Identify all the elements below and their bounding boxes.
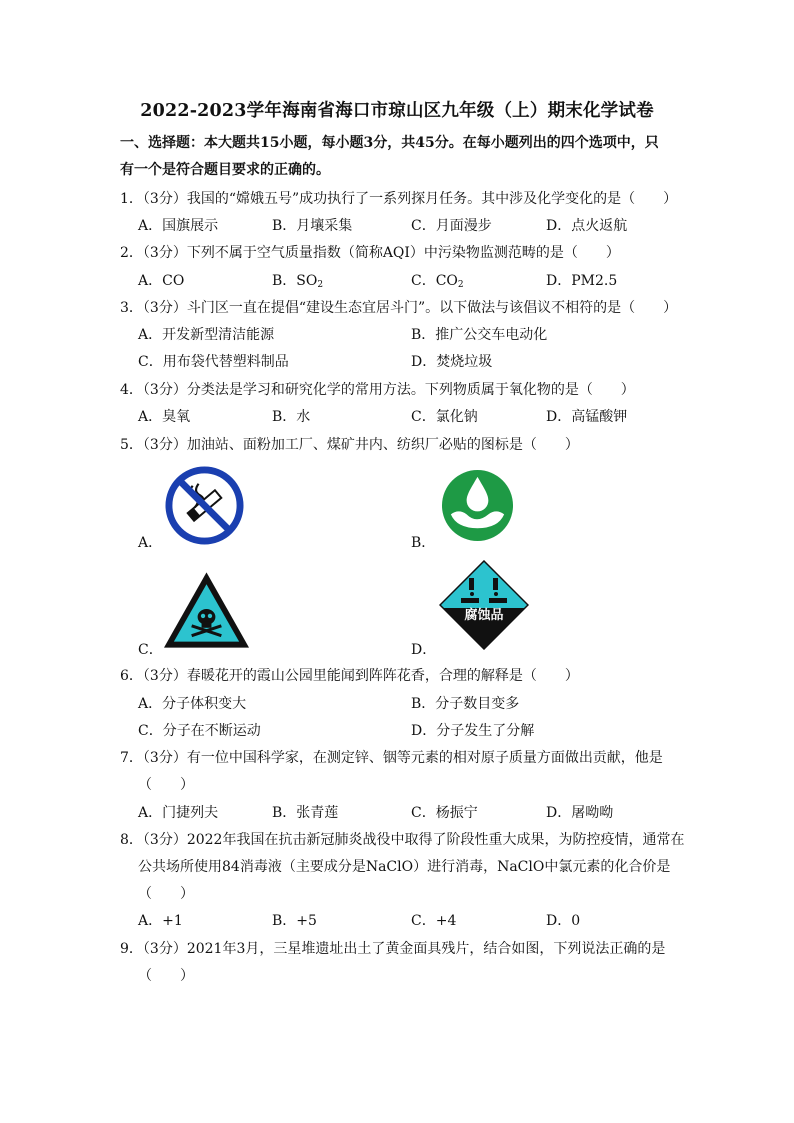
q2-option-a: A．CO (138, 273, 185, 289)
q4-option-b: B．水 (272, 409, 311, 425)
q2-option-b: B．$SO_2$ (272, 273, 324, 290)
q1-option-b: B．月壤采集 (272, 218, 353, 234)
question-4: 4．（3分）分类法是学习和研究化学的常用方法。下列物质属于氧化物的是（ ） (120, 382, 635, 398)
q5-option-a: A． (138, 535, 163, 551)
q9-paren: （ ） (138, 968, 194, 984)
q1-option-d: D．点火返航 (546, 218, 628, 234)
page-title: 2022-2023学年海南省海口市琼山区九年级（上）期末化学试卷 (140, 101, 654, 121)
section-heading-line2: 有一个是符合题目要求的正确的。 (120, 162, 330, 178)
q5-option-c: C． (138, 642, 163, 658)
q4-option-c: C．氯化钠 (411, 409, 478, 425)
question-2: 2．（3分）下列不属于空气质量指数（简称AQI）中污染物监测范畴的是（ ） (120, 245, 620, 261)
section-heading-line1: 一、选择题：本大题共15小题，每小题3分，共45分。在每小题列出的四个选项中，只 (120, 135, 659, 151)
q8-paren: （ ） (138, 886, 194, 902)
toxic-warning-icon (162, 570, 251, 650)
question-5: 5．（3分）加油站、面粉加工厂、煤矿井内、纺织厂必贴的图标是（ ） (120, 437, 579, 453)
q6-option-b: B．分子数目变多 (411, 696, 520, 712)
q5-option-d: D． (411, 642, 437, 658)
q8-option-c: C．+4 (411, 913, 457, 929)
corrosive-icon (439, 560, 529, 650)
q3-option-a: A．开发新型清洁能源 (138, 327, 275, 343)
q6-option-a: A．分子体积变大 (138, 696, 247, 712)
q8-option-b: B．+5 (272, 913, 317, 929)
q1-option-c: C．月面漫步 (411, 218, 492, 234)
q3-option-d: D．焚烧垃圾 (411, 354, 493, 370)
q8-option-a: A．+1 (138, 913, 183, 929)
q8-option-d: D．0 (546, 913, 581, 929)
q7-paren: （ ） (138, 777, 194, 793)
corrosive-label: 腐蚀品 (464, 608, 504, 623)
q4-option-d: D．高锰酸钾 (546, 409, 628, 425)
q3-option-c: C．用布袋代替塑料制品 (138, 354, 289, 370)
question-8-line2: 公共场所使用84消毒液（主要成分是NaClO）进行消毒，NaClO中氯元素的化合价是 (138, 859, 671, 875)
q3-option-b: B．推广公交车电动化 (411, 327, 548, 343)
q7-option-b: B．张青莲 (272, 805, 339, 821)
section-heading (120, 130, 680, 184)
q2-option-c: C．$CO_2$ (411, 273, 464, 290)
q6-option-d: D．分子发生了分解 (411, 723, 535, 739)
question-7: 7．（3分）有一位中国科学家，在测定锌、铟等元素的相对原子质量方面做出贡献，他是 (120, 750, 663, 766)
q7-option-d: D．屠呦呦 (546, 805, 614, 821)
question-8: 8．（3分）2022年我国在抗击新冠肺炎战役中取得了阶段性重大成果，为防控疫情，通常在 (120, 832, 685, 848)
question-3: 3．（3分）斗门区一直在提倡“建设生态宜居斗门”。以下做法与该倡议不相符的是（ ） (120, 300, 678, 316)
q2-option-d: D．PM2.5 (546, 273, 618, 289)
q5-option-b: B． (411, 535, 436, 551)
no-smoking-icon (165, 466, 244, 545)
q7-option-c: C．杨振宁 (411, 805, 478, 821)
q4-option-a: A．臭氧 (138, 409, 191, 425)
question-1: 1．（3分）我国的“嫦娥五号”成功执行了一系列探月任务。其中涉及化学变化的是（ ） (120, 191, 678, 207)
question-6: 6．（3分）春暖花开的霞山公园里能闻到阵阵花香，合理的解释是（ ） (120, 668, 579, 684)
question-9: 9．（3分）2021年3月，三星堆遗址出土了黄金面具残片，结合如图，下列说法正确的是 (120, 941, 666, 957)
water-saving-icon (441, 469, 514, 542)
q6-option-c: C．分子在不断运动 (138, 723, 261, 739)
q1-option-a: A．国旗展示 (138, 218, 219, 234)
q7-option-a: A．门捷列夫 (138, 805, 219, 821)
